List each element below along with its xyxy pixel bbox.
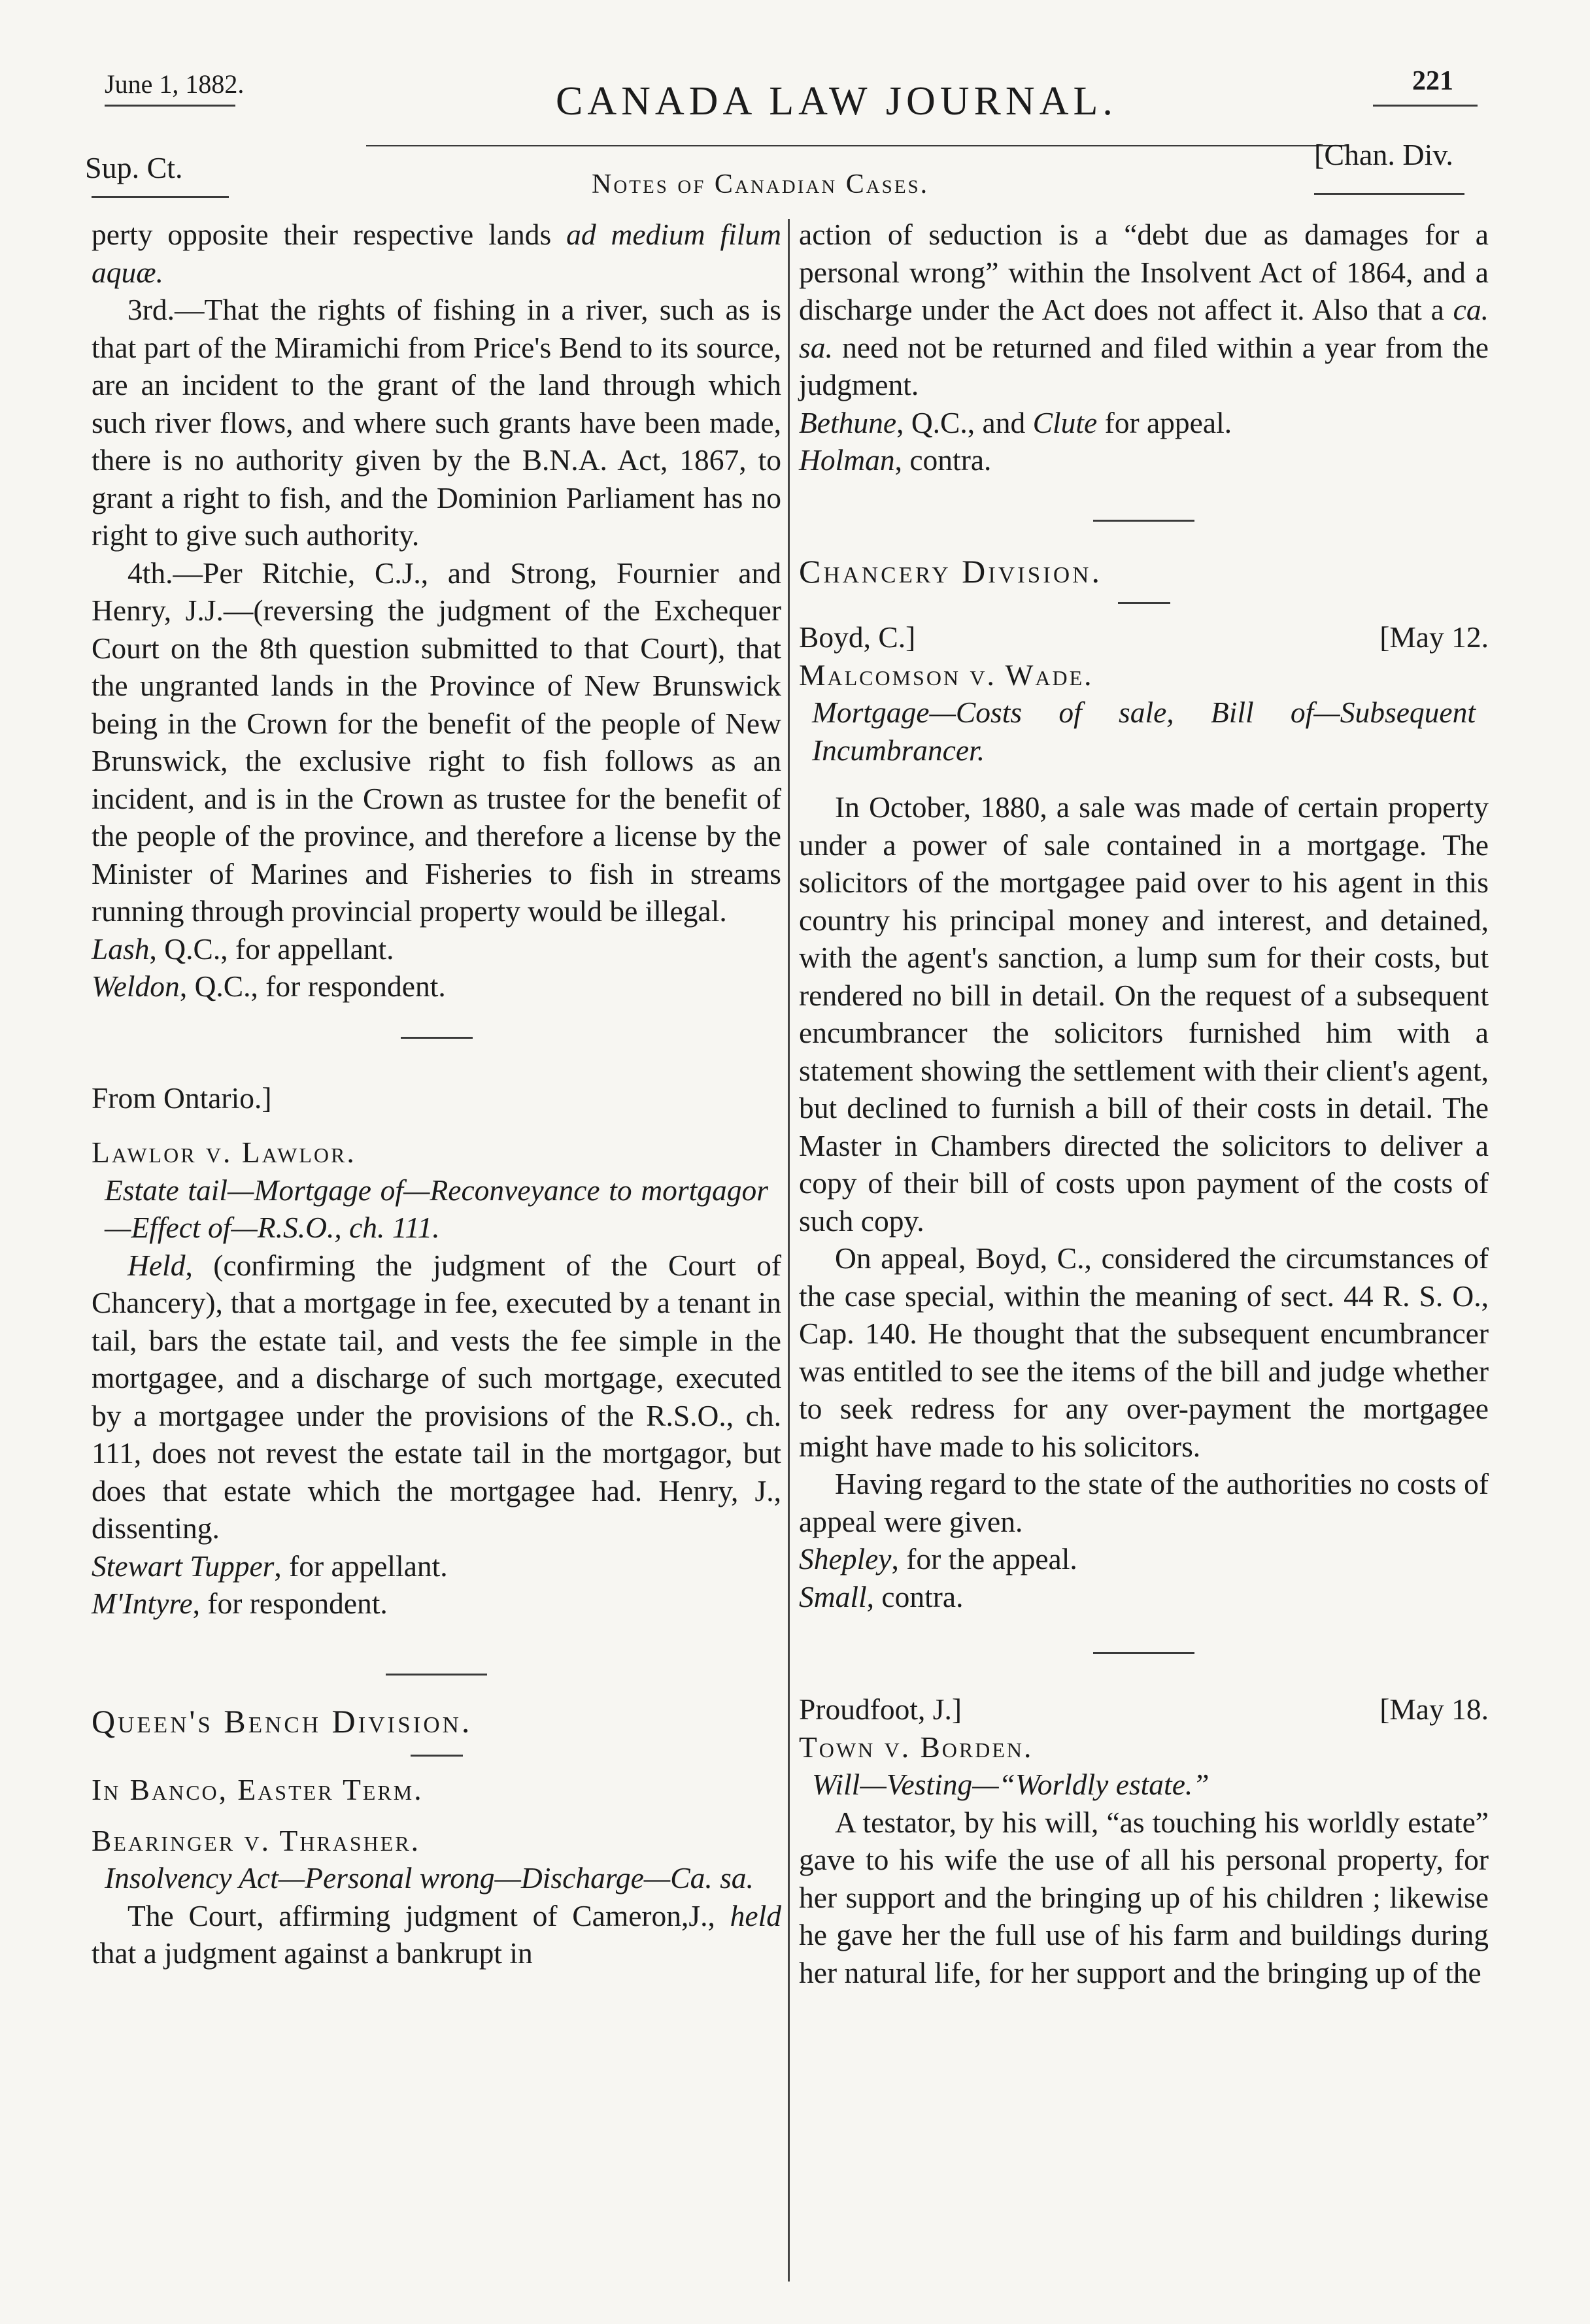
column-divider — [788, 219, 790, 2282]
right-column — [799, 216, 1489, 1991]
counsel-line: M'Intyre, for respondent. — [92, 1587, 388, 1620]
section-separator — [1093, 1652, 1194, 1654]
subheader-rule-left — [92, 196, 229, 198]
case-subject: Estate tail—Mortgage of—Reconveyance to mortgagor—Effect of—R.S.O., ch. 111. — [105, 1173, 768, 1244]
court-right: [Chan. Div. — [1314, 138, 1453, 171]
case-subject: Insolvency Act—Personal wrong—Discharge—Ca. sa. — [105, 1861, 754, 1895]
case-title: Bearinger v. Thrasher. — [92, 1823, 421, 1857]
section-subtitle: Notes of Canadian Cases. — [592, 169, 930, 199]
left-column — [92, 216, 781, 1972]
case-subject: Will—Vesting—“Worldly estate.” — [812, 1768, 1209, 1801]
court-origin: From Ontario.] — [92, 1081, 272, 1115]
paragraph-continuation: action of seduction is a “debt due as damages for a personal wrong” within the Insolvent Act of 1864, and a discharge under the Act does not affect it. Also that a ca. sa. need not be returned and filed within a year from the judgment. — [799, 218, 1489, 401]
header-rule-left — [105, 105, 235, 107]
case-header — [799, 1691, 1489, 1728]
division-heading: Chancery Division. — [799, 552, 1102, 590]
minor-separator — [411, 1755, 463, 1757]
counsel-line: Stewart Tupper, for appellant. — [92, 1549, 448, 1583]
section-separator — [386, 1674, 487, 1676]
counsel-line: Holman, contra. — [799, 443, 992, 477]
section-separator — [1093, 520, 1194, 522]
section-separator — [401, 1037, 473, 1039]
header-rule-middle — [366, 145, 1347, 146]
case-holding: Held, (confirming the judgment of the Court of Chancery), that a mortgage in fee, executed by a tenant in tail, bars the estate tail, and vests the fee simple in the mortgagee, and a discharge of such mortgage, executed by a mortgagee under the provisions of the R.S.O., ch. 111, does not revest the estate tail in the mortgagor, but does that estate which the mortgagee had. Henry, J., dissenting. — [92, 1248, 781, 1545]
counsel-line: Bethune, Q.C., and Clute for appeal. — [799, 405, 1232, 439]
paragraph-fourth-point: 4th.—Per Ritchie, C.J., and Strong, Fournier and Henry, J.J.—(reversing the judgment of the Exchequer Court on the 8th question submitted to that Court), that the ungranted lands in the Province of New Brunswick being in the Crown for the benefit of the people of New Brunswick, the exclusive right to fish follows as an incident, and is in the Crown as trustee for the benefit of the people of the province, and therefore a license by the Minister of Marines and Fisheries to fish in streams running through provincial property would be illegal. — [92, 556, 781, 928]
counsel-line: Lash, Q.C., for appellant. — [92, 932, 394, 966]
decision-date: [May 12. — [1379, 620, 1489, 654]
case-header — [799, 618, 1489, 656]
court-left: Sup. Ct. — [85, 151, 183, 184]
judge-name: Boyd, C.] — [799, 620, 916, 654]
journal-title: CANADA LAW JOURNAL. — [556, 79, 1117, 124]
case-costs: Having regard to the state of the authorities no costs of appeal were given. — [799, 1467, 1489, 1538]
judge-name: Proudfoot, J.] — [799, 1692, 962, 1726]
case-title: Lawlor v. Lawlor. — [92, 1136, 356, 1169]
paragraph-third-point: 3rd.—That the rights of fishing in a river, such as is that part of the Miramichi from Price's Bend to its source, are an incident to the grant of the land through which such river flows, and where such grants have been made, there is no authority given by the B.N.A. Act, 1867, to grant a right to fish, and the Dominion Parliament has no right to give such authority. — [92, 293, 781, 552]
page-number: 221 — [1412, 66, 1453, 96]
subheader-rule-right — [1314, 193, 1464, 195]
division-heading: Queen's Bench Division. — [92, 1702, 473, 1740]
counsel-line: Weldon, Q.C., for respondent. — [92, 969, 446, 1003]
term-heading: In Banco, Easter Term. — [92, 1773, 424, 1806]
case-appeal: On appeal, Boyd, C., considered the circumstances of the case special, within the meaning of sect. 44 R. S. O., Cap. 140. He thought that the subsequent encumbrancer was entitled to see the items of the bill and judge whether to seek redress for any over-payment the mortgagee might have made to his solicitors. — [799, 1241, 1489, 1463]
case-holding: The Court, affirming judgment of Cameron,J., held that a judgment against a bankrupt in — [92, 1898, 781, 1970]
case-facts: In October, 1880, a sale was made of certain property under a power of sale contained in a mortgage. The solicitors of the mortgagee paid over to his agent in this country his principal money and interest, and detained, with the agent's sanction, a lump sum for their costs, but rendered no bill in detail. On the request of a subsequent encumbrancer the solicitors furnished him with a statement showing the settlement with their client's agent, but declined to furnish a bill of their costs in detail. The Master in Chambers directed the solicitors to deliver a copy of their bill of costs upon payment of the costs of such copy. — [799, 790, 1489, 1238]
minor-separator — [1118, 602, 1170, 604]
paragraph-continuation: perty opposite their respective lands ad medium filum aquæ. — [92, 218, 781, 289]
case-facts: A testator, by his will, “as touching his worldly estate” gave to his wife the use of all his personal property, for her support and the bringing up of his children ; likewise he gave her the full use of his farm and buildings during her natural life, for her support and the bringing up of the — [799, 1805, 1489, 1989]
counsel-line: Shepley, for the appeal. — [799, 1542, 1077, 1575]
issue-date: June 1, 1882. — [105, 69, 245, 99]
case-title: Town v. Borden. — [799, 1730, 1034, 1764]
counsel-line: Small, contra. — [799, 1579, 964, 1613]
case-subject: Mortgage—Costs of sale, Bill of—Subsequent Incumbrancer. — [812, 696, 1476, 767]
case-title: Malcomson v. Wade. — [799, 658, 1094, 692]
decision-date: [May 18. — [1379, 1692, 1489, 1726]
header-rule-right — [1373, 105, 1478, 107]
